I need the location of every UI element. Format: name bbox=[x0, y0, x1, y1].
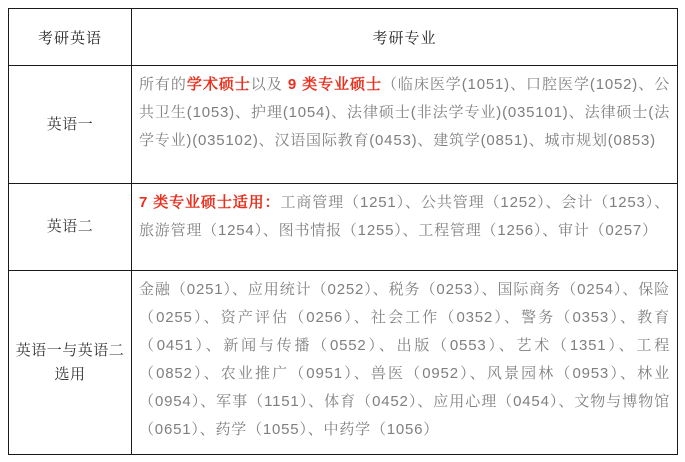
row-content-english-one bbox=[132, 66, 677, 184]
english-two-majors-list: 工商管理（1251）、公共管理（1252）、会计（1253）、旅游管理（1254）、图书情报（1255）、工程管理（1256）、审计（0257） bbox=[139, 194, 670, 239]
row-content-english-one-or-two bbox=[132, 271, 677, 454]
english-one-prefix-text: 所有的 bbox=[139, 76, 187, 93]
row-content-english-two bbox=[132, 184, 677, 271]
seven-majors-red-highlight: 7 类专业硕士适用： bbox=[139, 194, 281, 211]
optional-majors-list: 金融（0251）、应用统计（0252）、税务（0253）、国际商务（0254）、保险（0255）、资产评估（0256）、社会工作（0352）、警务（0353）、教育（0451）、新闻与传播（0552）、出版（0553）、艺术（1351）、工程（0852）、农业推广（0951）、兽医（0952）、风景园林（0953）、林业（0954）、军事（1151）、体育（0452）、应用心理（0454）、文物与博物馆（0651）、药学（1055）、中药学（1056） bbox=[139, 281, 670, 438]
english-one-majors-list: （临床医学(1051)、口腔医学(1052)、公共卫生(1053)、护理(1054)、法律硕士(非法学专业)(035101)、法律硕士(法学专业)(035102)、汉语国际教育(0453)、建筑学(0851)、城市规划(0853) bbox=[139, 76, 670, 149]
row-label-english-two: 英语二 bbox=[9, 184, 132, 271]
academic-masters-red-highlight: 学术硕士 bbox=[186, 76, 251, 93]
header-cell-exam-major: 考研专业 bbox=[132, 9, 677, 66]
nine-majors-red-highlight: 9 类专业硕士 bbox=[287, 76, 382, 93]
exam-english-table bbox=[8, 8, 678, 455]
english-one-conjunction-text: 以及 bbox=[250, 76, 288, 93]
row-label-english-one: 英语一 bbox=[9, 66, 132, 184]
row-label-english-one-or-two: 英语一与英语二选用 bbox=[9, 271, 132, 454]
header-cell-exam-english: 考研英语 bbox=[9, 9, 132, 66]
